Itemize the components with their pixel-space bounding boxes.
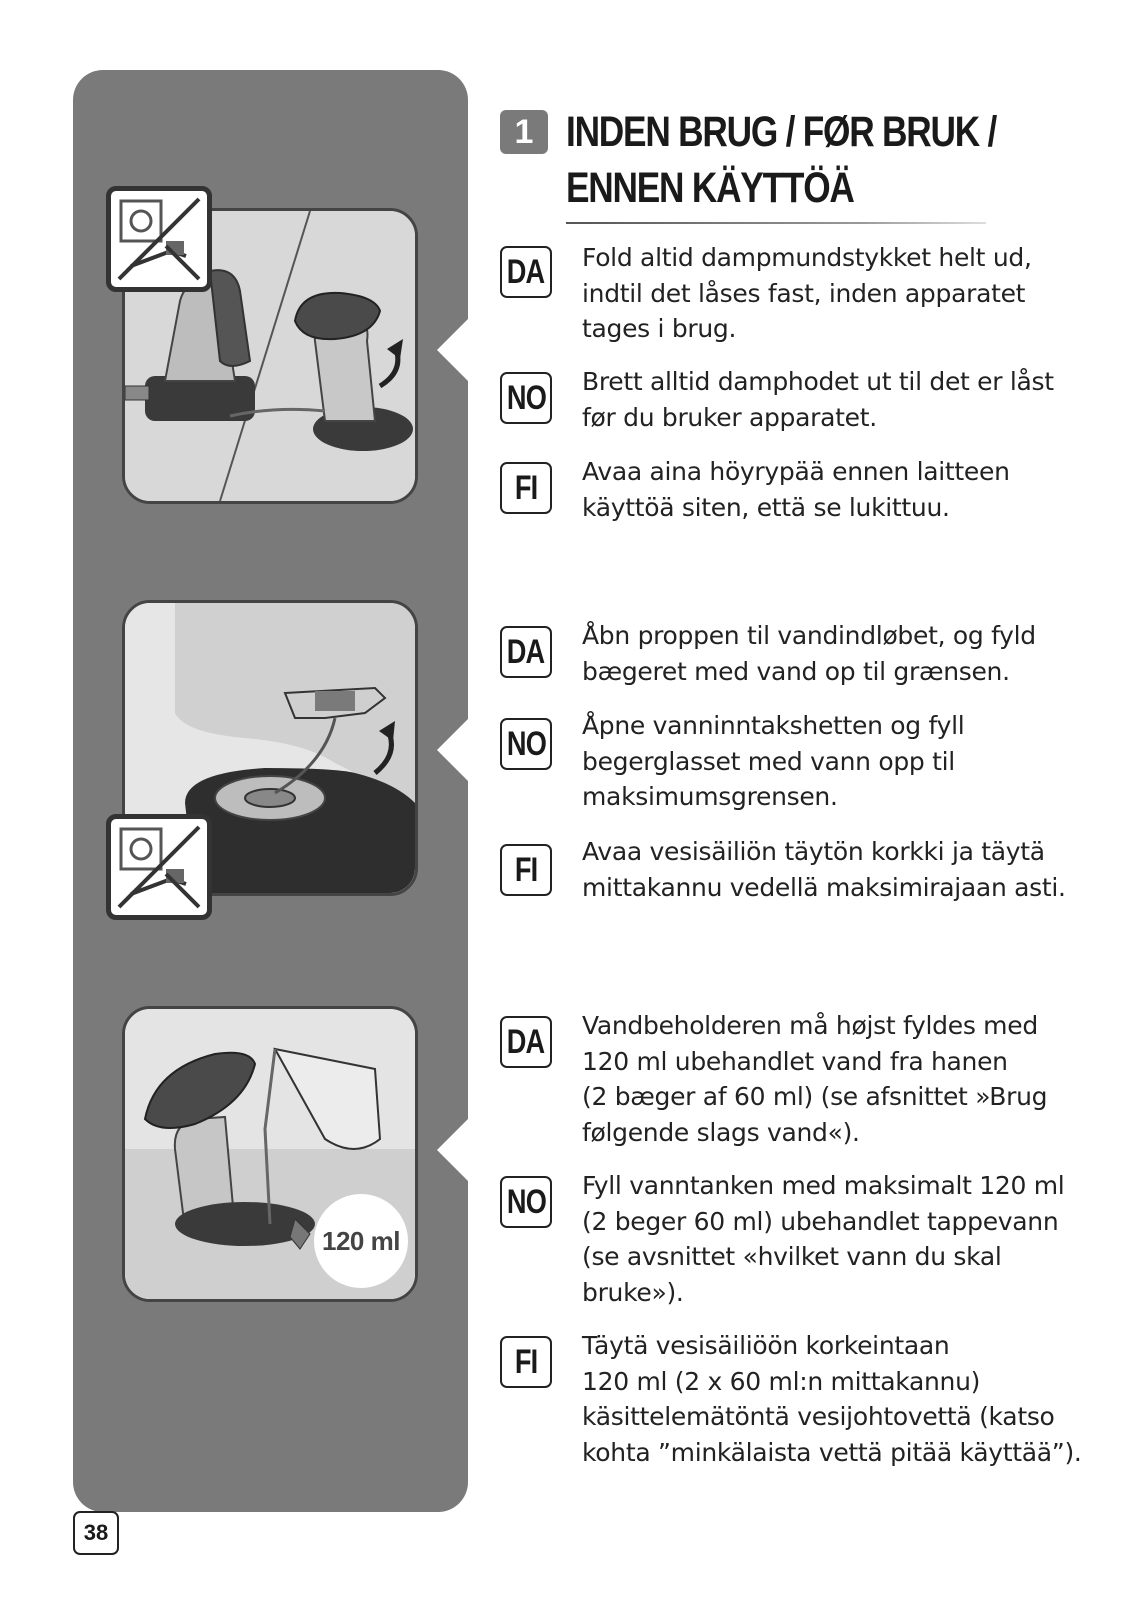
page-title: [566, 104, 997, 216]
lang-badge-fi: FI: [500, 462, 552, 514]
title-underline: [566, 222, 986, 224]
panel-notch: [437, 718, 469, 782]
instruction-text: Täytä vesisäiliöön korkeintaan 120 ml (2 x 60 ml:n mittakannu) käsittelemätöntä vesijohtovettä (katso kohta ”minkälaista vettä pitää käyttää”).: [582, 1331, 1082, 1467]
lang-badge-fi: FI: [500, 844, 552, 896]
title-line: ENNEN KÄYTTÖÄ: [566, 164, 854, 212]
instruction-text: Åpne vanninntakshetten og fyll begerglasset med vann opp til maksimumsgrensen.: [582, 711, 965, 811]
instruction-text: Fyll vanntanken med maksimalt 120 ml (2 beger 60 ml) ubehandlet tappevann (se avsnittet «hvilket vann du skal bruke»).: [582, 1171, 1065, 1307]
page-number: 38: [73, 1511, 119, 1555]
lang-badge-da: DA: [500, 626, 552, 678]
panel-notch: [437, 1118, 469, 1182]
lang-badge-da: DA: [500, 1016, 552, 1068]
lang-badge-no: NO: [500, 1176, 552, 1228]
lang-badge-no: NO: [500, 718, 552, 770]
unplugged-icon: [106, 186, 212, 292]
lang-badge-no: NO: [500, 372, 552, 424]
instruction-text: Avaa vesisäiliön täytön korkki ja täytä mittakannu vedellä maksimirajaan asti.: [582, 837, 1066, 902]
lang-badge-da: DA: [500, 246, 552, 298]
unplugged-icon: [106, 814, 212, 920]
lang-badge-fi: FI: [500, 1336, 552, 1388]
panel-notch: [437, 318, 469, 382]
instruction-text: Avaa aina höyrypää ennen laitteen käyttöä siten, että se lukittuu.: [582, 457, 1010, 522]
instruction-text: Åbn proppen til vandindløbet, og fyld bægeret med vand op til grænsen.: [582, 621, 1036, 686]
instruction-text: Vandbeholderen må højst fyldes med 120 ml ubehandlet vand fra hanen (2 bæger af 60 ml) (se afsnittet »Brug følgende slags vand«).: [582, 1011, 1048, 1147]
instruction-text: Brett alltid damphodet ut til det er låst før du bruker apparatet.: [582, 367, 1054, 432]
instruction-text: Fold altid dampmundstykket helt ud, indtil det låses fast, inden apparatet tages i brug.: [582, 243, 1032, 343]
title-line: INDEN BRUG / FØR BRUK /: [566, 108, 997, 156]
section-number: 1: [500, 110, 548, 154]
capacity-label: 120 ml: [314, 1194, 408, 1288]
